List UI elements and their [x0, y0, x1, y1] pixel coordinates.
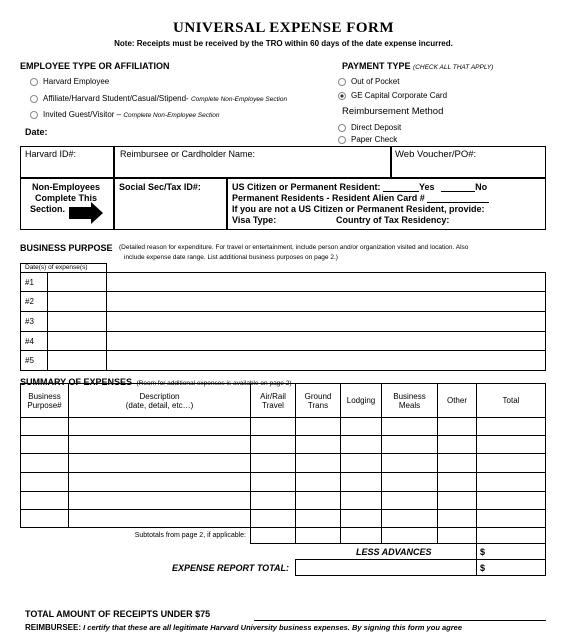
us-citizen-line: US Citizen or Permanent Resident: Yes No [232, 182, 488, 192]
yes-blank[interactable] [383, 191, 419, 192]
row-number: #5 [21, 351, 48, 371]
reimbursement-method-heading: Reimbursement Method [342, 106, 444, 117]
dates-header: Date(s) of expense(s) [21, 264, 107, 273]
less-advances-field[interactable]: $ [477, 544, 546, 560]
country-residency-field[interactable]: Country of Tax Residency: [336, 215, 450, 225]
purpose-cell[interactable] [107, 273, 546, 292]
reimbursee-name-field[interactable]: Reimbursee or Cardholder Name: [120, 149, 256, 159]
col-other: Other [438, 384, 477, 418]
report-total-row[interactable] [21, 560, 546, 576]
summary-table [20, 383, 546, 576]
info-divider [20, 177, 546, 179]
report-total-field[interactable] [296, 560, 477, 576]
col-business-purpose: Business Purpose# [21, 384, 69, 418]
purpose-row[interactable] [21, 273, 546, 292]
radio-icon[interactable] [30, 95, 38, 103]
date-cell[interactable] [48, 292, 107, 312]
expense-row[interactable] [21, 454, 546, 473]
expense-row[interactable] [21, 473, 546, 492]
web-voucher-field[interactable]: Web Voucher/PO#: [395, 149, 477, 160]
total-receipts-line[interactable] [254, 620, 546, 621]
radio-icon[interactable] [30, 111, 38, 119]
report-total-label: EXPENSE REPORT TOTAL: [171, 562, 289, 573]
expense-row[interactable] [21, 418, 546, 436]
purpose-cell[interactable] [107, 312, 546, 332]
arrow-right-icon [69, 207, 91, 219]
option-invited-guest[interactable]: Invited Guest/Visitor – Complete Non-Employee Section [30, 110, 219, 119]
option-harvard-employee[interactable]: Harvard Employee [30, 77, 109, 86]
col-air-rail: Air/Rail Travel [251, 384, 296, 418]
expense-row[interactable] [21, 436, 546, 454]
report-total-dollar[interactable]: $ [477, 560, 546, 576]
business-purpose-desc-2: include expense date range. List additional business purposes on page 2.) [124, 254, 338, 261]
payment-type-heading: PAYMENT TYPE (CHECK ALL THAT APPLY) [342, 61, 494, 71]
col-business-meals: Business Meals [382, 384, 438, 418]
info-vline [113, 146, 115, 230]
row-number: #3 [21, 312, 48, 332]
info-vline [390, 146, 392, 177]
row-number: #4 [21, 332, 48, 351]
subtotals-row[interactable] [21, 528, 546, 544]
purpose-cell[interactable] [107, 351, 546, 371]
radio-icon[interactable] [30, 78, 38, 86]
expense-row[interactable] [21, 510, 546, 528]
option-ge-capital-card[interactable]: GE Capital Corporate Card [338, 91, 447, 100]
purpose-cell[interactable] [107, 292, 546, 312]
business-purpose-table [20, 263, 546, 371]
option-affiliate[interactable]: Affiliate/Harvard Student/Casual/Stipend- Complete Non-Employee Section [30, 94, 287, 103]
subtotals-label: Subtotals from page 2, if applicable: [21, 528, 251, 544]
harvard-id-field[interactable]: Harvard ID#: [25, 149, 77, 159]
date-cell[interactable] [48, 312, 107, 332]
option-paper-check[interactable]: Paper Check [338, 135, 397, 144]
row-number: #2 [21, 292, 48, 312]
visa-type-field[interactable]: Visa Type: [232, 215, 277, 225]
purpose-cell[interactable] [107, 332, 546, 351]
col-total: Total [477, 384, 546, 418]
total-receipts-label: TOTAL AMOUNT OF RECEIPTS UNDER $75 [25, 609, 211, 619]
radio-icon[interactable] [338, 136, 346, 144]
radio-checked-icon[interactable] [338, 92, 346, 100]
date-label: Date: [25, 127, 48, 137]
business-purpose-heading: BUSINESS PURPOSE [20, 243, 113, 253]
reimbursee-certification: REIMBURSEE: I certify that these are all legitimate Harvard University business expenses. By signing this form you agree [25, 623, 462, 632]
purpose-row[interactable] [21, 312, 546, 332]
radio-icon[interactable] [338, 78, 346, 86]
not-citizen-line: If you are not a US Citizen or Permanent Resident, provide: [232, 204, 485, 214]
info-vline [226, 177, 228, 230]
business-purpose-desc-1: (Detailed reason for expenditure. For travel or entertainment, include person and/or organization visited and location. Also [119, 244, 469, 251]
less-advances-label: LESS ADVANCES [355, 546, 432, 557]
col-ground-trans: Ground Trans [296, 384, 341, 418]
purpose-row[interactable] [21, 332, 546, 351]
alien-card-blank[interactable] [427, 202, 489, 203]
perm-resident-line: Permanent Residents - Resident Alien Card # [232, 193, 489, 203]
form-title: UNIVERSAL EXPENSE FORM [172, 20, 395, 36]
receipts-note: Note: Receipts must be received by the TRO within 60 days of the date expense incurred. [114, 39, 453, 48]
col-lodging: Lodging [341, 384, 382, 418]
no-blank[interactable] [441, 191, 475, 192]
purpose-row[interactable] [21, 292, 546, 312]
date-cell[interactable] [48, 273, 107, 292]
row-number: #1 [21, 273, 48, 292]
purpose-row[interactable] [21, 351, 546, 371]
date-cell[interactable] [48, 351, 107, 371]
summary-heading: SUMMARY OF EXPENSES (Room for additional expenses is available on page 2) [20, 377, 292, 387]
col-description: Description (date, detail, etc…) [69, 384, 251, 418]
expense-row[interactable] [21, 492, 546, 510]
option-out-of-pocket[interactable]: Out of Pocket [338, 77, 399, 86]
less-advances-row[interactable] [21, 544, 546, 560]
employee-type-heading: EMPLOYEE TYPE OR AFFILIATION [20, 61, 170, 71]
social-sec-field[interactable]: Social Sec/Tax ID#: [119, 182, 201, 192]
purpose-header-blank [107, 264, 546, 273]
option-direct-deposit[interactable]: Direct Deposit [338, 123, 401, 132]
radio-icon[interactable] [338, 124, 346, 132]
non-employees-note: Non-Employees Complete This Section. [30, 182, 100, 214]
date-cell[interactable] [48, 332, 107, 351]
